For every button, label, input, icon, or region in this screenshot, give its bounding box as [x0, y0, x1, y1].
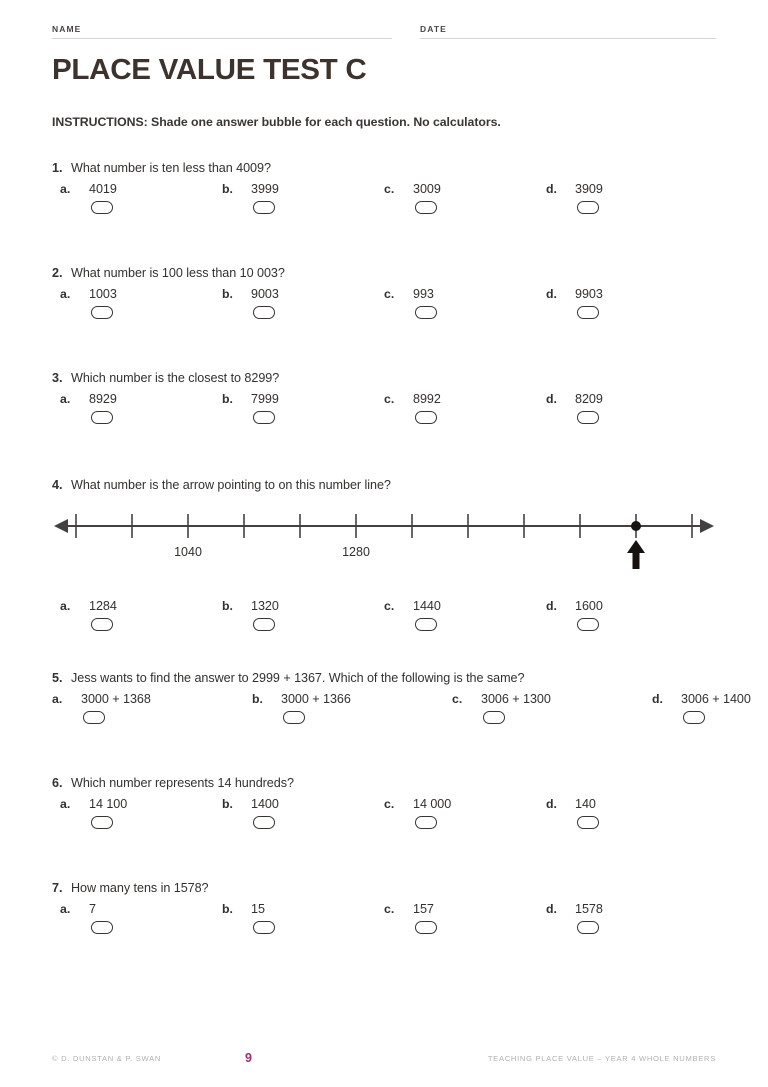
answer-option [546, 392, 708, 424]
answer-options [52, 692, 751, 724]
answer-bubble[interactable] [683, 711, 705, 724]
question-text-row [52, 776, 716, 790]
answer-option [222, 287, 384, 319]
answer-options [52, 797, 716, 829]
answer-option-row [60, 392, 222, 406]
answer-bubble[interactable] [253, 921, 275, 934]
answer-option-value: 8992 [413, 392, 441, 406]
answer-option-letter: c. [384, 902, 395, 916]
question-number: 3. [52, 371, 63, 385]
answer-bubble[interactable] [415, 306, 437, 319]
answer-option-row [222, 392, 384, 406]
answer-option-letter: b. [222, 902, 233, 916]
page-footer [52, 1051, 716, 1065]
answer-option-letter: a. [60, 392, 71, 406]
answer-option-letter: d. [546, 392, 557, 406]
answer-bubble[interactable] [415, 816, 437, 829]
footer-copyright: © D. DUNSTAN & P. SWAN [52, 1053, 162, 1063]
answer-option-letter: a. [60, 902, 71, 916]
question-prompt: How many tens in 1578? [71, 881, 209, 895]
date-field[interactable] [420, 24, 716, 39]
answer-bubble[interactable] [253, 816, 275, 829]
answer-option [252, 692, 452, 724]
answer-options [52, 182, 716, 214]
question-7 [52, 881, 716, 934]
answer-option [546, 797, 708, 829]
answer-option-letter: b. [222, 182, 233, 196]
question-number: 4. [52, 478, 63, 492]
name-field[interactable] [52, 24, 392, 39]
answer-option-letter: c. [384, 392, 395, 406]
page-title: PLACE VALUE TEST C [52, 54, 367, 86]
answer-bubble[interactable] [253, 201, 275, 214]
answer-option [452, 692, 652, 724]
answer-option-row [546, 287, 708, 301]
question-text-row [52, 881, 716, 895]
answer-bubble[interactable] [253, 618, 275, 631]
question-prompt: What number is the arrow pointing to on this number line? [71, 478, 391, 492]
answer-bubble[interactable] [577, 201, 599, 214]
answer-option-letter: c. [384, 287, 395, 301]
answer-option-letter: b. [222, 599, 233, 613]
answer-bubble[interactable] [577, 618, 599, 631]
answer-option-row [452, 692, 652, 706]
answer-bubble[interactable] [577, 306, 599, 319]
question-prompt: Jess wants to find the answer to 2999 + 1367. Which of the following is the same? [71, 671, 525, 685]
name-label: NAME [52, 24, 82, 34]
answer-bubble[interactable] [91, 816, 113, 829]
question-6 [52, 776, 716, 829]
answer-option-letter: a. [60, 287, 71, 301]
answer-option-letter: b. [222, 797, 233, 811]
questions-container [52, 161, 751, 934]
answer-option-row [384, 902, 546, 916]
answer-option-row [222, 599, 384, 613]
answer-option-letter: a. [60, 797, 71, 811]
answer-option-row [60, 902, 222, 916]
answer-option-letter: d. [652, 692, 663, 706]
answer-options [52, 287, 716, 319]
number-line-right-arrow [700, 519, 714, 533]
answer-option-value: 1578 [575, 902, 603, 916]
name-date-row [52, 0, 716, 39]
footer-page-number-wrap [161, 1051, 488, 1065]
answer-option-row [222, 182, 384, 196]
answer-option-letter: a. [60, 599, 71, 613]
number-line-marker-dot [631, 521, 641, 531]
answer-option-letter: b. [222, 287, 233, 301]
answer-option [384, 902, 546, 934]
answer-option-letter: d. [546, 797, 557, 811]
answer-option-row [384, 287, 546, 301]
answer-option-row [384, 797, 546, 811]
answer-option [384, 599, 546, 631]
question-text-row [52, 478, 716, 492]
answer-option [222, 182, 384, 214]
question-prompt: What number is 100 less than 10 003? [71, 266, 285, 280]
answer-option-letter: a. [60, 182, 71, 196]
answer-option-row [384, 392, 546, 406]
answer-option [384, 182, 546, 214]
answer-option-value: 1003 [89, 287, 117, 301]
question-number: 5. [52, 671, 63, 685]
answer-option-letter: c. [452, 692, 463, 706]
name-rule [52, 38, 392, 39]
answer-bubble[interactable] [415, 921, 437, 934]
date-rule [420, 38, 716, 39]
answer-bubble[interactable] [283, 711, 305, 724]
answer-bubble[interactable] [577, 411, 599, 424]
question-3 [52, 371, 716, 424]
answer-option-value: 1600 [575, 599, 603, 613]
answer-option-row [252, 692, 452, 706]
number-line [52, 504, 716, 592]
answer-option [60, 902, 222, 934]
question-prompt: Which number is the closest to 8299? [71, 371, 280, 385]
answer-option [546, 599, 708, 631]
answer-option-row [60, 797, 222, 811]
answer-option [52, 692, 252, 724]
question-text-row [52, 266, 716, 280]
question-number: 6. [52, 776, 63, 790]
date-label: DATE [420, 24, 447, 34]
answer-option [60, 797, 222, 829]
page-number: 9 [244, 1051, 252, 1065]
answer-option-letter: c. [384, 599, 395, 613]
answer-option-value: 9903 [575, 287, 603, 301]
answer-option-row [546, 182, 708, 196]
question-number: 7. [52, 881, 63, 895]
answer-option-letter: b. [222, 392, 233, 406]
answer-option-value: 7999 [251, 392, 279, 406]
answer-option-value: 4019 [89, 182, 117, 196]
answer-option-value: 140 [575, 797, 596, 811]
answer-option-value: 993 [413, 287, 434, 301]
answer-option-row [546, 797, 708, 811]
answer-option-row [60, 182, 222, 196]
answer-option-row [384, 599, 546, 613]
question-1 [52, 161, 716, 214]
answer-option-letter: c. [384, 182, 395, 196]
answer-option [384, 287, 546, 319]
answer-options [52, 599, 716, 631]
question-4 [52, 478, 716, 631]
answer-option-value: 9003 [251, 287, 279, 301]
question-5 [52, 671, 751, 724]
answer-option-value: 3909 [575, 182, 603, 196]
answer-option-letter: b. [252, 692, 263, 706]
answer-option-value: 3000 + 1368 [81, 692, 151, 706]
answer-option [222, 797, 384, 829]
answer-option-row [52, 692, 252, 706]
answer-option-value: 1320 [251, 599, 279, 613]
answer-bubble[interactable] [91, 921, 113, 934]
answer-options [52, 902, 716, 934]
answer-option-value: 14 100 [89, 797, 128, 811]
number-line-tick-label: 1280 [342, 545, 370, 559]
question-text-row [52, 671, 716, 685]
answer-bubble[interactable] [91, 201, 113, 214]
number-line-tick-label: 1040 [174, 545, 202, 559]
answer-option [60, 392, 222, 424]
answer-bubble[interactable] [415, 201, 437, 214]
answer-bubble[interactable] [483, 711, 505, 724]
answer-option [60, 182, 222, 214]
answer-option-value: 7 [89, 902, 96, 916]
answer-bubble[interactable] [253, 306, 275, 319]
answer-option [60, 599, 222, 631]
instructions-text: INSTRUCTIONS: Shade one answer bubble for each question. No calculators. [52, 115, 501, 129]
answer-option-value: 3006 + 1400 [681, 692, 751, 706]
answer-option-letter: d. [546, 599, 557, 613]
answer-option [546, 287, 708, 319]
answer-option-row [546, 392, 708, 406]
answer-option-value: 8929 [89, 392, 117, 406]
answer-option-row [222, 287, 384, 301]
answer-bubble[interactable] [415, 411, 437, 424]
answer-option [546, 902, 708, 934]
answer-option-letter: c. [384, 797, 395, 811]
number-line-left-arrow [54, 519, 68, 533]
question-prompt: Which number represents 14 hundreds? [71, 776, 294, 790]
answer-option [222, 902, 384, 934]
answer-option [222, 392, 384, 424]
answer-option-row [60, 287, 222, 301]
answer-option-row [222, 797, 384, 811]
answer-option-letter: d. [546, 182, 557, 196]
answer-option-letter: d. [546, 287, 557, 301]
answer-option [384, 797, 546, 829]
answer-option-row [546, 599, 708, 613]
answer-option [652, 692, 768, 724]
answer-option-row [546, 902, 708, 916]
question-text-row [52, 371, 716, 385]
answer-option [60, 287, 222, 319]
answer-options [52, 392, 716, 424]
answer-option-value: 3999 [251, 182, 279, 196]
footer-book-title: TEACHING PLACE VALUE – YEAR 4 WHOLE NUMBERS [487, 1053, 716, 1063]
answer-option [222, 599, 384, 631]
answer-option-value: 8209 [575, 392, 603, 406]
answer-option-value: 1440 [413, 599, 441, 613]
answer-option [384, 392, 546, 424]
answer-option-value: 3009 [413, 182, 441, 196]
question-2 [52, 266, 716, 319]
question-number: 1. [52, 161, 63, 175]
answer-option-value: 14 000 [413, 797, 452, 811]
question-prompt: What number is ten less than 4009? [71, 161, 271, 175]
answer-option-letter: d. [546, 902, 557, 916]
answer-option-value: 3000 + 1366 [281, 692, 351, 706]
answer-option-letter: a. [52, 692, 63, 706]
answer-option-row [222, 902, 384, 916]
answer-bubble[interactable] [415, 618, 437, 631]
answer-bubble[interactable] [91, 306, 113, 319]
answer-option-row [652, 692, 768, 706]
answer-option-value: 3006 + 1300 [481, 692, 551, 706]
answer-bubble[interactable] [91, 411, 113, 424]
question-text-row [52, 161, 716, 175]
answer-option-value: 1284 [89, 599, 117, 613]
answer-bubble[interactable] [91, 618, 113, 631]
answer-option [546, 182, 708, 214]
number-line-pointer-arrow [627, 540, 645, 569]
answer-bubble[interactable] [83, 711, 105, 724]
question-number: 2. [52, 266, 63, 280]
answer-option-value: 1400 [251, 797, 279, 811]
answer-bubble[interactable] [577, 816, 599, 829]
answer-option-row [384, 182, 546, 196]
answer-option-value: 157 [413, 902, 434, 916]
answer-bubble[interactable] [577, 921, 599, 934]
answer-bubble[interactable] [253, 411, 275, 424]
answer-option-value: 15 [251, 902, 265, 916]
answer-option-row [60, 599, 222, 613]
